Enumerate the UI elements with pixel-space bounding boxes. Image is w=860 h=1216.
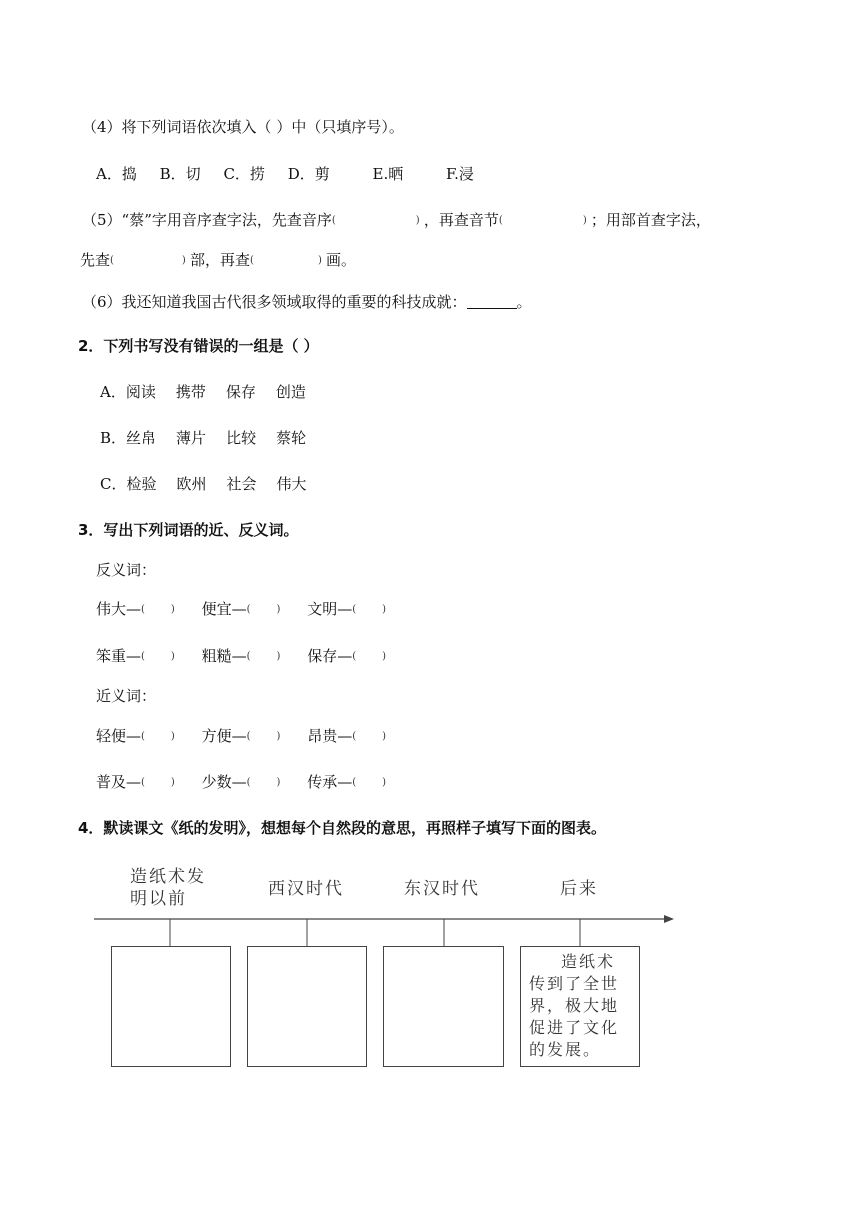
q2-option-label: A． [100, 383, 126, 401]
q1-item5-line2 [80, 250, 356, 271]
answer-box-western-han[interactable] [247, 946, 367, 1067]
antonym-row-1 [96, 599, 408, 620]
blank-achievement[interactable] [467, 294, 517, 309]
word-pair[interactable]: 笨重—( ) [96, 647, 175, 665]
word: 伟大 [276, 475, 307, 493]
period-label-before-invention: 造纸术发明以前 [130, 867, 206, 909]
answer-box-before-invention[interactable] [111, 946, 231, 1067]
q1-item5-mid: ，再查音节 [423, 211, 499, 229]
period-label-later: 后来 [560, 879, 598, 899]
word-pair[interactable]: 普及—( ) [96, 773, 175, 791]
timeline-diagram [90, 860, 690, 1080]
word: 丝帛 [126, 429, 157, 447]
q1-item5-line1 [82, 210, 711, 231]
option-f: F.浸 [446, 165, 474, 183]
word: 蔡轮 [276, 429, 307, 447]
q1-item5-line2-prefix: 先查 [80, 251, 111, 269]
option-b: B．切 [159, 165, 201, 183]
q2-option-b[interactable] [100, 428, 326, 448]
word: 检验 [126, 475, 157, 493]
word-pair[interactable]: 伟大—( ) [96, 600, 175, 618]
word: 比较 [226, 429, 257, 447]
word-pair[interactable]: 保存—( ) [307, 647, 387, 665]
q2-option-a[interactable] [100, 382, 326, 402]
antonym-label: 反义词： [96, 561, 157, 579]
word: 保存 [225, 383, 256, 401]
synonym-label: 近义词： [96, 687, 157, 705]
q1-item5-end: ；用部首查字法， [590, 211, 711, 229]
word-pair[interactable]: 粗糙—( ) [201, 647, 281, 665]
word-pair[interactable]: 轻便—( ) [96, 727, 175, 745]
q2-title: 2．下列书写没有错误的一组是（ ） [78, 337, 319, 355]
word: 欧州 [176, 475, 207, 493]
option-c: C．捞 [223, 165, 265, 183]
blank-pinyin-letter[interactable]: ( ) [331, 215, 420, 226]
q1-item5-line2-end: 画。 [326, 251, 357, 269]
example-box-later [520, 946, 640, 1067]
word: 社会 [226, 475, 257, 493]
synonym-row-2 [96, 772, 408, 793]
word-pair[interactable]: 便宜—( ) [201, 600, 281, 618]
word-pair[interactable]: 昂贵—( ) [307, 727, 387, 745]
blank-stroke-count[interactable]: ( ) [250, 255, 322, 266]
q2-option-label: C． [100, 475, 127, 493]
blank-syllable[interactable]: ( ) [498, 215, 587, 226]
q1-item4-options [96, 164, 492, 184]
option-a: A．捣 [96, 165, 137, 183]
q1-item5-line2-mid: 部，再查 [190, 251, 251, 269]
option-e: E.晒 [372, 165, 404, 183]
word: 薄片 [176, 429, 207, 447]
q2-option-c[interactable] [100, 474, 327, 494]
synonym-row-1 [96, 726, 408, 747]
q3-title: 3．写出下列词语的近、反义词。 [78, 521, 299, 539]
word-pair[interactable]: 文明—( ) [307, 600, 387, 618]
q4-title: 4．默读课文《纸的发明》，想想每个自然段的意思，再照样子填写下面的图表。 [78, 819, 606, 837]
q2-option-label: B． [100, 429, 127, 447]
q1-item6 [82, 292, 532, 312]
blank-radical[interactable]: ( ) [110, 255, 186, 266]
answer-box-eastern-han[interactable] [383, 946, 504, 1067]
antonym-row-2 [96, 646, 408, 667]
option-d: D．剪 [287, 165, 330, 183]
period-label-eastern-han: 东汉时代 [404, 879, 480, 899]
word-pair[interactable]: 方便—( ) [201, 727, 281, 745]
example-text: 造纸术传到了全世界，极大地促进了文化的发展。 [529, 952, 620, 1059]
word: 创造 [275, 383, 306, 401]
word-pair[interactable]: 传承—( ) [307, 773, 387, 791]
q1-item4-text: （4）将下列词语依次填入（ ）中（只填序号）。 [82, 118, 404, 136]
q1-item6-end: 。 [516, 293, 532, 311]
word: 携带 [175, 383, 206, 401]
word: 阅读 [125, 383, 156, 401]
period-label-western-han: 西汉时代 [268, 879, 344, 899]
q1-item5-prefix: （5）“蔡”字用音序查字法，先查音序 [82, 211, 332, 229]
q1-item6-text: （6）我还知道我国古代很多领域取得的重要的科技成就： [82, 293, 467, 311]
word-pair[interactable]: 少数—( ) [201, 773, 281, 791]
